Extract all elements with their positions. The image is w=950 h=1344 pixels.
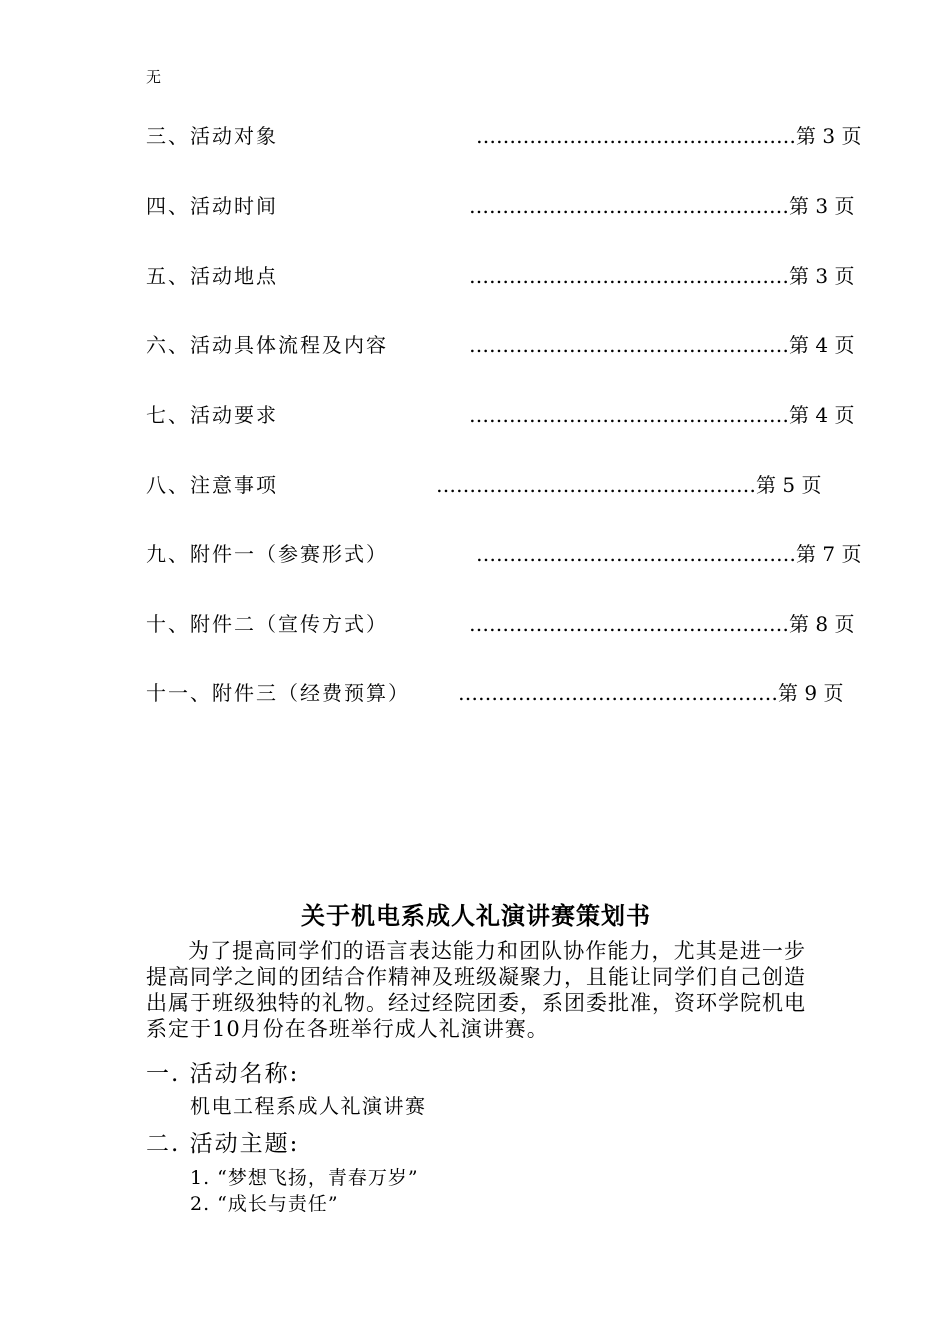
toc-leader: ………………………………………… (476, 542, 796, 566)
toc-leader: ………………………………………… (469, 403, 789, 427)
toc-leader-and-page (476, 121, 861, 151)
toc-leader: ………………………………………… (469, 194, 789, 218)
toc-label: 十、附件二（宣传方式） (146, 612, 388, 636)
toc-label: 五、活动地点 (146, 264, 278, 288)
toc-leader-and-page (476, 539, 861, 569)
toc-page-number: 第 4 页 (789, 333, 855, 357)
toc-page-number: 第 3 页 (796, 124, 862, 148)
theme-list-item: 2. “成长与责任” (190, 1193, 339, 1215)
toc-item-8[interactable] (146, 470, 826, 500)
toc-page-number: 第 3 页 (789, 194, 855, 218)
toc-page-number: 第 7 页 (796, 542, 862, 566)
toc-item-7[interactable] (146, 400, 855, 430)
toc-item-6[interactable] (146, 330, 855, 360)
toc-item-11[interactable] (146, 678, 844, 708)
toc-leader: ………………………………………… (469, 264, 789, 288)
toc-leader-and-page (469, 609, 854, 639)
toc-leader: ………………………………………… (436, 473, 756, 497)
document-title: 关于机电系成人礼演讲赛策划书 (301, 901, 651, 930)
toc-item-3[interactable] (146, 121, 862, 151)
toc-label: 八、注意事项 (146, 473, 278, 497)
toc-page-number: 第 8 页 (789, 612, 855, 636)
toc-leader-and-page (469, 400, 854, 430)
toc-item-9[interactable] (146, 539, 862, 569)
toc-label: 十一、附件三（经费预算） (146, 681, 410, 705)
toc-leader-and-page (469, 330, 854, 360)
activity-name-text: 机电工程系成人礼演讲赛 (190, 1094, 427, 1118)
toc-label: 六、活动具体流程及内容 (146, 333, 388, 357)
top-note: 无 (146, 68, 162, 86)
toc-leader-and-page (469, 191, 854, 221)
toc-label: 四、活动时间 (146, 194, 278, 218)
toc-label: 三、活动对象 (146, 124, 278, 148)
toc-leader: ………………………………………… (476, 124, 796, 148)
toc-page-number: 第 5 页 (756, 473, 822, 497)
toc-leader: ………………………………………… (458, 681, 778, 705)
toc-leader-and-page (458, 678, 843, 708)
toc-leader: ………………………………………… (469, 612, 789, 636)
toc-item-10[interactable] (146, 609, 855, 639)
section-heading-activity-name: 一. 活动名称: (146, 1061, 300, 1087)
theme-list-item: 1. “梦想飞扬，青春万岁” (190, 1167, 419, 1189)
intro-paragraph: 为了提高同学们的语言表达能力和团队协作能力，尤其是进一步提高同学之间的团结合作精神及班级凝聚力，且能让同学们自己创造出属于班级独特的礼物。经过经院团委，系团委批准，资环学院机电系定于10月份在各班举行成人礼演讲赛。 (146, 939, 806, 1041)
toc-leader-and-page (436, 470, 821, 500)
toc-page-number: 第 4 页 (789, 403, 855, 427)
section-heading-activity-theme: 二. 活动主题: (146, 1131, 300, 1157)
toc-label: 九、附件一（参赛形式） (146, 542, 388, 566)
toc-item-4[interactable] (146, 191, 855, 221)
toc-page-number: 第 9 页 (778, 681, 844, 705)
toc-label: 七、活动要求 (146, 403, 278, 427)
toc-page-number: 第 3 页 (789, 264, 855, 288)
toc-item-5[interactable] (146, 261, 855, 291)
toc-leader-and-page (469, 261, 854, 291)
toc-leader: ………………………………………… (469, 333, 789, 357)
